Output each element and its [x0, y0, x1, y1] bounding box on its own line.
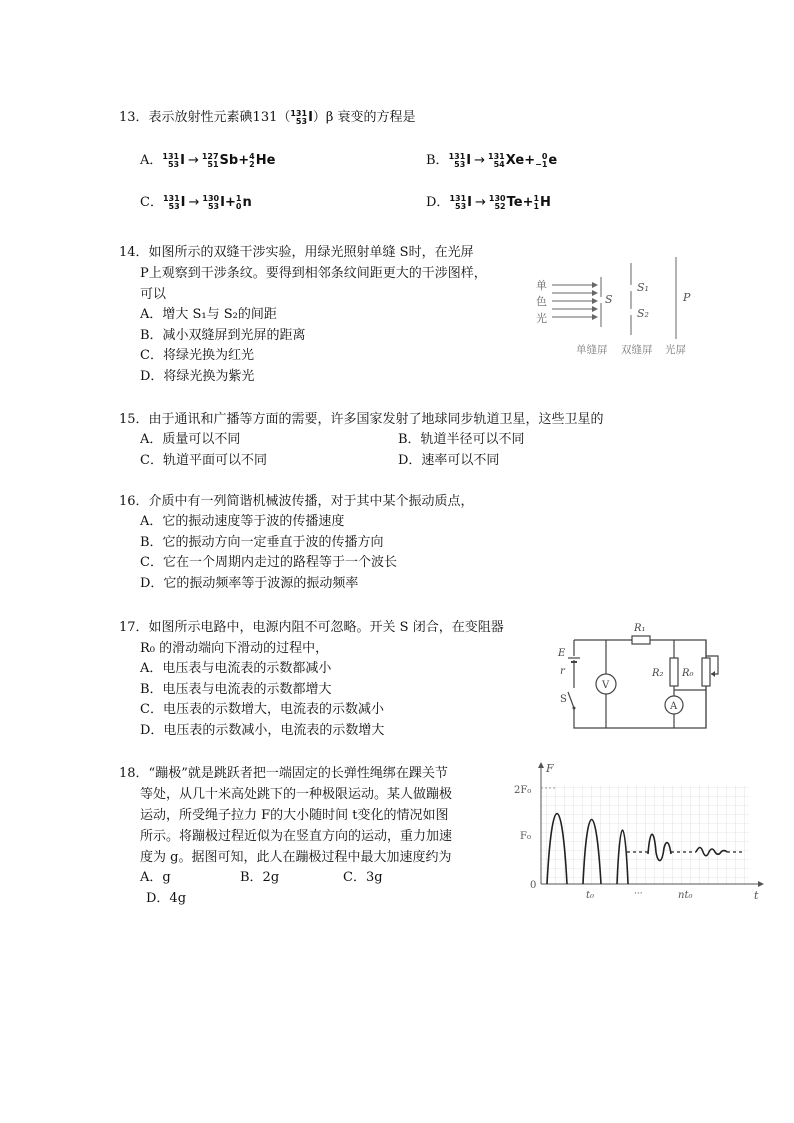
option-label: C．	[140, 195, 163, 210]
q14-stem-line: 14．如图所示的双缝干涉实验，用绿光照射单缝 S时，在光屏	[119, 245, 474, 260]
switch-label: S	[560, 694, 567, 705]
r1-label: R₁	[634, 623, 646, 634]
caption-screen: 光屏	[665, 344, 686, 356]
mass-number: 131	[488, 151, 505, 161]
nuclear-equation	[449, 153, 558, 168]
force-time-graph	[510, 760, 772, 910]
atomic-number: 51	[207, 159, 219, 169]
isotope-numbers	[449, 153, 466, 169]
screen-p-label: P	[683, 291, 691, 304]
atomic-number: 53	[207, 201, 220, 211]
switch-pivot	[573, 707, 576, 710]
light-label-2: 色	[536, 295, 547, 308]
iso-atomic: 53	[295, 116, 308, 126]
mass-number: 131	[448, 151, 466, 161]
element-symbol: Sb	[219, 153, 239, 168]
y-tick-2f0: 2F₀	[514, 785, 532, 796]
q13-stem-iso	[290, 110, 313, 125]
q13-option-b	[426, 149, 557, 169]
switch-gap	[570, 688, 578, 708]
x-tick-t0: t₀	[586, 890, 595, 901]
emf-label: E	[558, 648, 566, 659]
r0-label: R₀	[682, 668, 694, 679]
nuclear-equation	[162, 153, 275, 168]
q13-option-c	[140, 191, 252, 211]
q15-option-b: B．轨道半径可以不同	[398, 432, 525, 447]
q16-stem: 16．介质中有一列简谐机械波传播，对于其中某个振动质点，	[119, 494, 474, 509]
q13-stem-text: 13．表示放射性元素碘131（	[119, 110, 291, 125]
q15-options	[119, 430, 679, 472]
q17-option-b: B．电压表与电流表的示数都增大	[140, 681, 332, 697]
isotope-numbers	[202, 153, 219, 169]
option-label: A．	[140, 153, 163, 168]
q17-option-d: D．电压表的示数减小，电流表的示数增大	[140, 722, 385, 738]
q16-option-a: A．它的振动速度等于波的传播速度	[140, 514, 345, 529]
element-symbol: I	[220, 195, 225, 210]
option-label: D．	[426, 195, 450, 210]
q13-option-a	[140, 149, 275, 169]
q15-option-a: A．质量可以不同	[140, 432, 241, 447]
element-symbol: He	[255, 153, 276, 168]
arrow-icon: →	[474, 195, 486, 210]
arrow-heads	[592, 282, 598, 320]
mass-number: 131	[162, 193, 180, 203]
q15-option-c: C．轨道平面可以不同	[140, 453, 267, 468]
graph-grid	[541, 786, 749, 884]
x-axis-label: t	[754, 889, 759, 902]
q18-stem-line: 度为 g。据图可知，此人在蹦极过程中最大加速度约为	[140, 850, 452, 865]
q17-stem-line: 17．如图所示电路中，电源内阻不可忽略。开关 S 闭合，在变阻器	[119, 620, 504, 635]
isotope-numbers	[533, 195, 539, 211]
x-tick-nt0: nt₀	[678, 890, 693, 901]
q16-option-d: D．它的振动频率等于波源的振动频率	[140, 575, 359, 591]
rheostat-slider	[711, 671, 715, 677]
element-symbol: e	[548, 153, 558, 168]
plus-sign: +	[524, 153, 536, 168]
arrow-icon: →	[187, 153, 199, 168]
mass-number: 4	[249, 151, 255, 161]
atomic-number: −1	[535, 159, 548, 169]
question-15	[119, 409, 679, 472]
q17-option-c: C．电压表的示数增大，电流表的示数减小	[140, 702, 384, 717]
q16-option-c: C．它在一个周期内走过的路程等于一个波长	[140, 555, 397, 570]
isotope-numbers	[489, 195, 506, 211]
slit-s1-label: S₁	[637, 281, 649, 294]
atomic-number: 53	[167, 159, 180, 169]
q17-option-a: A．电压表与电流表的示数都减小	[140, 661, 332, 676]
q18-option-d: D．4g	[146, 891, 187, 906]
q18-options	[119, 868, 499, 910]
plus-sign: +	[522, 195, 534, 210]
mass-number: 127	[201, 151, 219, 161]
light-label-3: 光	[536, 312, 547, 325]
q18-stem-line: 运动，所受绳子拉力 F的大小随时间 t变化的情况如图	[140, 808, 449, 823]
q18-stem-line: 所示。将蹦极过程近似为在竖直方向的运动，重力加速	[140, 829, 453, 844]
y-tick-f0: F₀	[520, 831, 531, 842]
q14-option-c: C．将绿光换为红光	[140, 348, 254, 363]
mass-number: 0	[541, 151, 548, 161]
q18-option-c: C．3g	[343, 870, 383, 885]
slit-s2-label: S₂	[637, 307, 649, 320]
circuit-diagram	[556, 618, 726, 734]
atomic-number: 53	[454, 159, 466, 169]
q13-option-d	[426, 191, 551, 211]
nuclear-equation	[449, 195, 551, 210]
x-axis-arrow	[758, 881, 764, 887]
q14-option-d: D．将绿光换为紫光	[140, 368, 255, 384]
atomic-number: 1	[533, 201, 540, 211]
nuclear-equation	[163, 195, 252, 210]
rheostat-r0	[702, 658, 710, 686]
ammeter-label: A	[670, 701, 678, 712]
arrow-icon: →	[188, 195, 200, 210]
mass-number: 130	[202, 193, 220, 203]
q18-option-a: A．g	[140, 870, 171, 885]
light-rays	[552, 285, 592, 317]
q13-stem-tail: ）β 衰变的方程是	[312, 110, 416, 125]
q14-stem-line: P上观察到干涉条纹。要得到相邻条纹间距更大的干涉图样，	[140, 266, 487, 281]
element-symbol: I	[180, 195, 186, 210]
element-symbol: H	[540, 195, 551, 210]
element-symbol: I	[466, 153, 472, 168]
element-symbol: Te	[506, 195, 523, 210]
option-label: B．	[426, 153, 449, 168]
q14-option-b: B．减小双缝屏到光屏的距离	[140, 327, 306, 343]
caption-double-slit: 双缝屏	[621, 344, 653, 356]
isotope-numbers	[488, 153, 505, 169]
question-16	[119, 491, 679, 594]
element-symbol: I	[467, 195, 472, 210]
q15-option-d: D．速率可以不同	[398, 453, 500, 468]
element-symbol: Xe	[505, 153, 525, 168]
isotope-numbers	[163, 195, 180, 211]
atomic-number: 52	[494, 201, 506, 211]
y-axis-label: F	[546, 762, 554, 775]
plus-sign: +	[238, 153, 250, 168]
q14-stem-line: 可以	[140, 287, 167, 302]
atomic-number: 54	[493, 159, 505, 169]
q17-stem-line: R₀ 的滑动端向下滑动的过程中，	[140, 641, 329, 656]
r2-label: R₂	[652, 668, 664, 679]
question-13	[119, 107, 679, 211]
caption-single-slit: 单缝屏	[576, 344, 608, 356]
mass-number: 131	[449, 193, 467, 203]
arrow-icon: →	[474, 153, 486, 168]
q14-option-a: A．增大 S₁与 S₂的间距	[140, 307, 277, 322]
resistor-r1	[632, 636, 650, 644]
double-slit-figure	[528, 255, 703, 360]
q18-option-b: B．2g	[240, 870, 280, 885]
mass-number: 1	[533, 193, 540, 203]
q18-stem-line: 18．“蹦极”就是跳跃者把一端固定的长弹性绳绑在踝关节	[119, 766, 448, 781]
isotope-numbers	[535, 153, 547, 169]
question-18	[119, 763, 499, 910]
voltmeter-label: V	[602, 680, 610, 691]
q18-stem-line: 等处，从几十米高处跳下的一种极限运动。某人做蹦极	[140, 787, 453, 802]
iso-mass: 131	[290, 108, 308, 118]
iso-symbol: I	[308, 110, 313, 125]
plus-sign: +	[224, 195, 236, 210]
slit-s-label: S	[605, 293, 613, 306]
q13-stem	[119, 107, 679, 128]
internal-r-label: r	[560, 666, 565, 677]
atomic-number: 53	[168, 201, 180, 211]
q15-stem: 15．由于通讯和广播等方面的需要，许多国家发射了地球同步轨道卫星，这些卫星的	[119, 412, 604, 427]
element-symbol: I	[180, 153, 185, 168]
mass-number: 131	[162, 151, 180, 161]
y-tick-0: 0	[530, 880, 537, 891]
atomic-number: 0	[235, 201, 242, 211]
light-label-1: 单	[536, 279, 547, 292]
mass-number: 130	[488, 193, 506, 203]
isotope-numbers	[162, 153, 179, 169]
x-tick-dots: ···	[634, 889, 643, 899]
isotope-numbers	[249, 153, 255, 169]
element-symbol: n	[242, 195, 252, 210]
mass-number: 1	[235, 193, 242, 203]
resistor-r2	[670, 658, 678, 686]
atomic-number: 53	[455, 201, 467, 211]
q16-option-b: B．它的振动方向一定垂直于波的传播方向	[140, 534, 384, 550]
isotope-numbers	[449, 195, 466, 211]
isotope-numbers	[236, 195, 242, 211]
y-axis-arrow	[538, 762, 544, 768]
isotope-numbers	[202, 195, 219, 211]
atomic-number: 2	[249, 159, 255, 169]
